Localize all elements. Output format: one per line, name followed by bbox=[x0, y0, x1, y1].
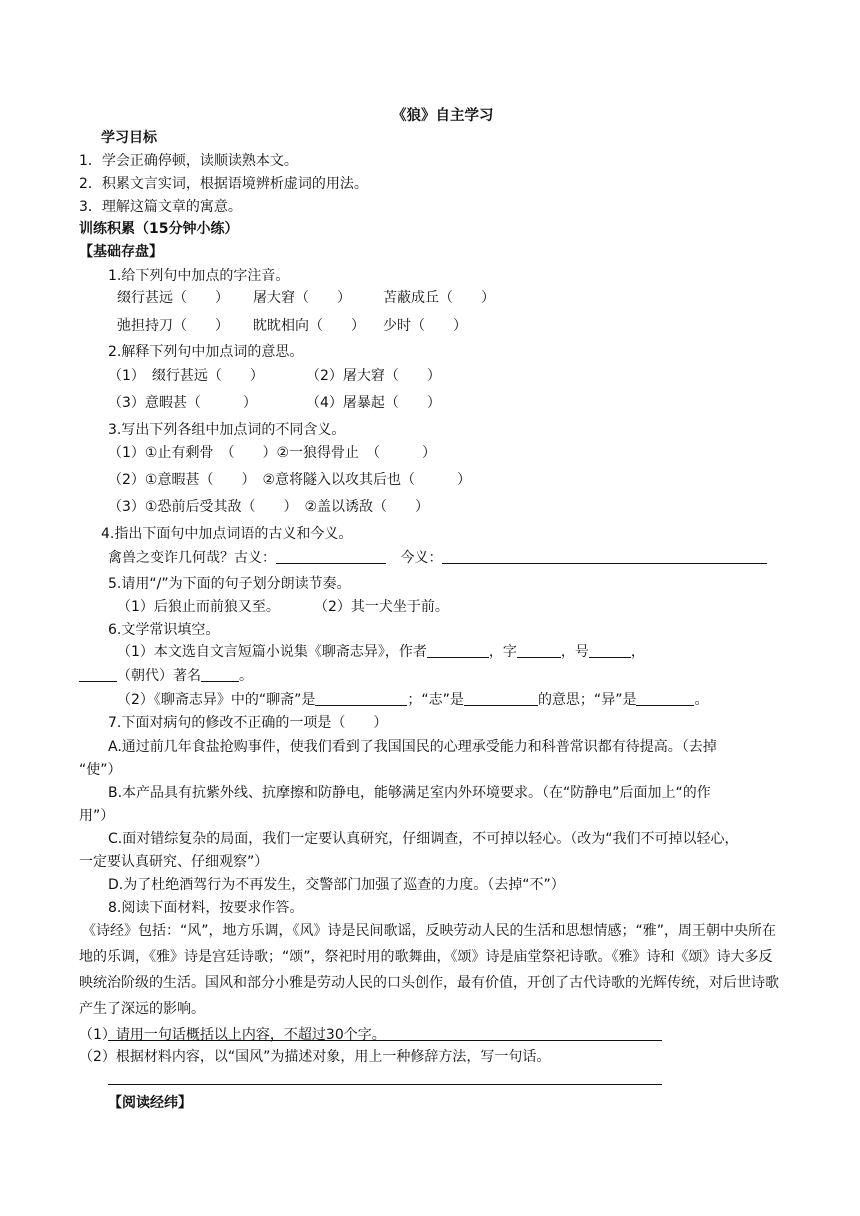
q1-item: 少时（ ） bbox=[383, 318, 467, 334]
answer-blank[interactable] bbox=[636, 690, 694, 706]
q2-item: （1） 缀行甚远（ ） bbox=[108, 368, 264, 384]
q6-text: 。 bbox=[239, 668, 253, 684]
training-heading: 训练积累（15分钟小练） bbox=[79, 221, 239, 237]
q6-text: （朝代）著名 bbox=[117, 668, 201, 684]
q2-item: （4）屠暴起（ ） bbox=[306, 395, 441, 411]
q6-text: ，字 bbox=[488, 644, 517, 660]
q8-sub1: （1）请用一句话概括以上内容，不超过30个字。 bbox=[79, 1027, 386, 1043]
q7-option-b: B.本产品具有抗紫外线、抗摩擦和防静电，能够满足室内外环境要求。（在“防静电”后面加上“的作 bbox=[108, 785, 711, 801]
q6-line bbox=[117, 690, 708, 710]
answer-blank[interactable] bbox=[315, 690, 407, 706]
q3-item: （2）①意暇甚（ ） ②意将隧入以攻其后也（ ） bbox=[108, 472, 472, 488]
q6-text: （1）本文选自文言短篇小说集《聊斋志异》，作者 bbox=[117, 644, 427, 660]
q1-item: 屠大窘（ ） bbox=[253, 290, 351, 306]
q8-material: 《诗经》包括：“风”，地方乐调，《风》诗是民间歌谣，反映劳动人民的生活和思想情感；“雅”，周王朝中央所在地的乐调，《雅》诗是宫廷诗歌；“颂”，祭祀时用的歌舞曲，《颂》诗是庙堂祭祀诗歌。《雅》诗和《颂》诗大多反映统治阶级的生活。国风和部分小雅是劳动人民的口头创作，最有价值，开创了古代诗歌的光辉传统，对后世诗歌产生了深远的影响。 bbox=[79, 923, 779, 1017]
page-title: 《狼》自主学习 bbox=[392, 108, 494, 124]
q2-prompt: 2.解释下列句中加点词的意思。 bbox=[108, 344, 304, 360]
basic-heading: 【基础存盘】 bbox=[79, 244, 163, 260]
answer-blank[interactable] bbox=[442, 548, 767, 564]
q5-item: （2）其一犬坐于前。 bbox=[314, 599, 449, 615]
q6-prompt: 6.文学常识填空。 bbox=[108, 622, 220, 638]
q6-text: ；“志”是 bbox=[407, 692, 464, 708]
q4-sentence-text: 禽兽之变诈几何哉？古义： bbox=[108, 550, 276, 566]
q6-text: （2）《聊斋志异》中的“聊斋”是 bbox=[117, 692, 316, 708]
q6-line bbox=[117, 642, 645, 662]
q4-jin-label: 今义： bbox=[400, 550, 443, 566]
goal-item: 3．理解这篇文章的寓意。 bbox=[79, 199, 242, 215]
q2-item: （2）屠大窘（ ） bbox=[306, 368, 441, 384]
q7-option-a: A.通过前几年食盐抢购事件，使我们看到了我国国民的心理承受能力和科普常识都有待提高。（去掉 bbox=[108, 739, 717, 755]
q7-option-d: D.为了杜绝酒驾行为不再发生，交警部门加强了巡查的力度。（去掉“不”） bbox=[108, 877, 565, 893]
q6-text: 的意思；“异”是 bbox=[537, 692, 637, 708]
q3-prompt: 3.写出下列各组中加点词的不同含义。 bbox=[108, 422, 346, 438]
q1-item: 苫蔽成丘（ ） bbox=[383, 290, 495, 306]
q7-option-a-cont: “使”） bbox=[79, 762, 122, 778]
q1-item: 缀行甚远（ ） bbox=[117, 290, 229, 306]
q1-prompt: 1.给下列句中加点的字注音。 bbox=[108, 268, 290, 284]
answer-line[interactable] bbox=[108, 1084, 662, 1085]
reading-heading: 【阅读经纬】 bbox=[108, 1095, 192, 1111]
q2-item: （3）意暇甚（ ） bbox=[108, 395, 257, 411]
q6-text: ， bbox=[630, 644, 645, 660]
goals-heading: 学习目标 bbox=[101, 130, 157, 146]
q7-option-b-cont: 用”） bbox=[79, 808, 115, 824]
answer-blank[interactable] bbox=[517, 642, 561, 658]
answer-line[interactable] bbox=[108, 1040, 662, 1041]
q6-text: ，号 bbox=[560, 644, 589, 660]
q4-sentence bbox=[108, 548, 767, 568]
goal-item: 2．积累文言实词，根据语境辨析虚词的用法。 bbox=[79, 176, 368, 192]
goal-item: 1．学会正确停顿，读顺读熟本文。 bbox=[79, 153, 298, 169]
q5-prompt: 5.请用“/”为下面的句子划分朗读节奏。 bbox=[108, 576, 351, 592]
answer-blank[interactable] bbox=[276, 548, 386, 564]
answer-blank[interactable] bbox=[464, 690, 538, 706]
q5-item: （1）后狼止而前狼又至。 bbox=[117, 599, 280, 615]
q1-item: 眈眈相向（ ） bbox=[253, 318, 365, 334]
answer-blank[interactable] bbox=[427, 642, 489, 658]
answer-blank[interactable] bbox=[589, 642, 631, 658]
q4-prompt: 4.指出下面句中加点词语的古义和今义。 bbox=[101, 526, 353, 542]
q1-item: 弛担持刀（ ） bbox=[117, 318, 229, 334]
q6-text: 。 bbox=[694, 692, 709, 708]
q3-item: （3）①恐前后受其敌（ ） ②盖以诱敌（ ） bbox=[108, 499, 430, 515]
q7-option-c-cont: 一定要认真研究、仔细观察”） bbox=[79, 854, 269, 870]
q7-prompt: 7.下面对病句的修改不正确的一项是（ ） bbox=[108, 715, 388, 731]
q6-line bbox=[79, 666, 253, 686]
q3-item: （1）①止有剩骨 （ ）②一狼得骨止 （ ） bbox=[108, 445, 437, 461]
answer-blank[interactable] bbox=[201, 666, 239, 682]
q7-option-c: C.面对错综复杂的局面，我们一定要认真研究，仔细调查，不可掉以轻心。（改为“我们不可掉以轻心， bbox=[108, 831, 739, 847]
answer-blank[interactable] bbox=[79, 666, 117, 682]
q8-sub2: （2）根据材料内容，以“国风”为描述对象，用上一种修辞方法，写一句话。 bbox=[79, 1049, 551, 1065]
q8-prompt: 8.阅读下面材料，按要求作答。 bbox=[108, 900, 304, 916]
